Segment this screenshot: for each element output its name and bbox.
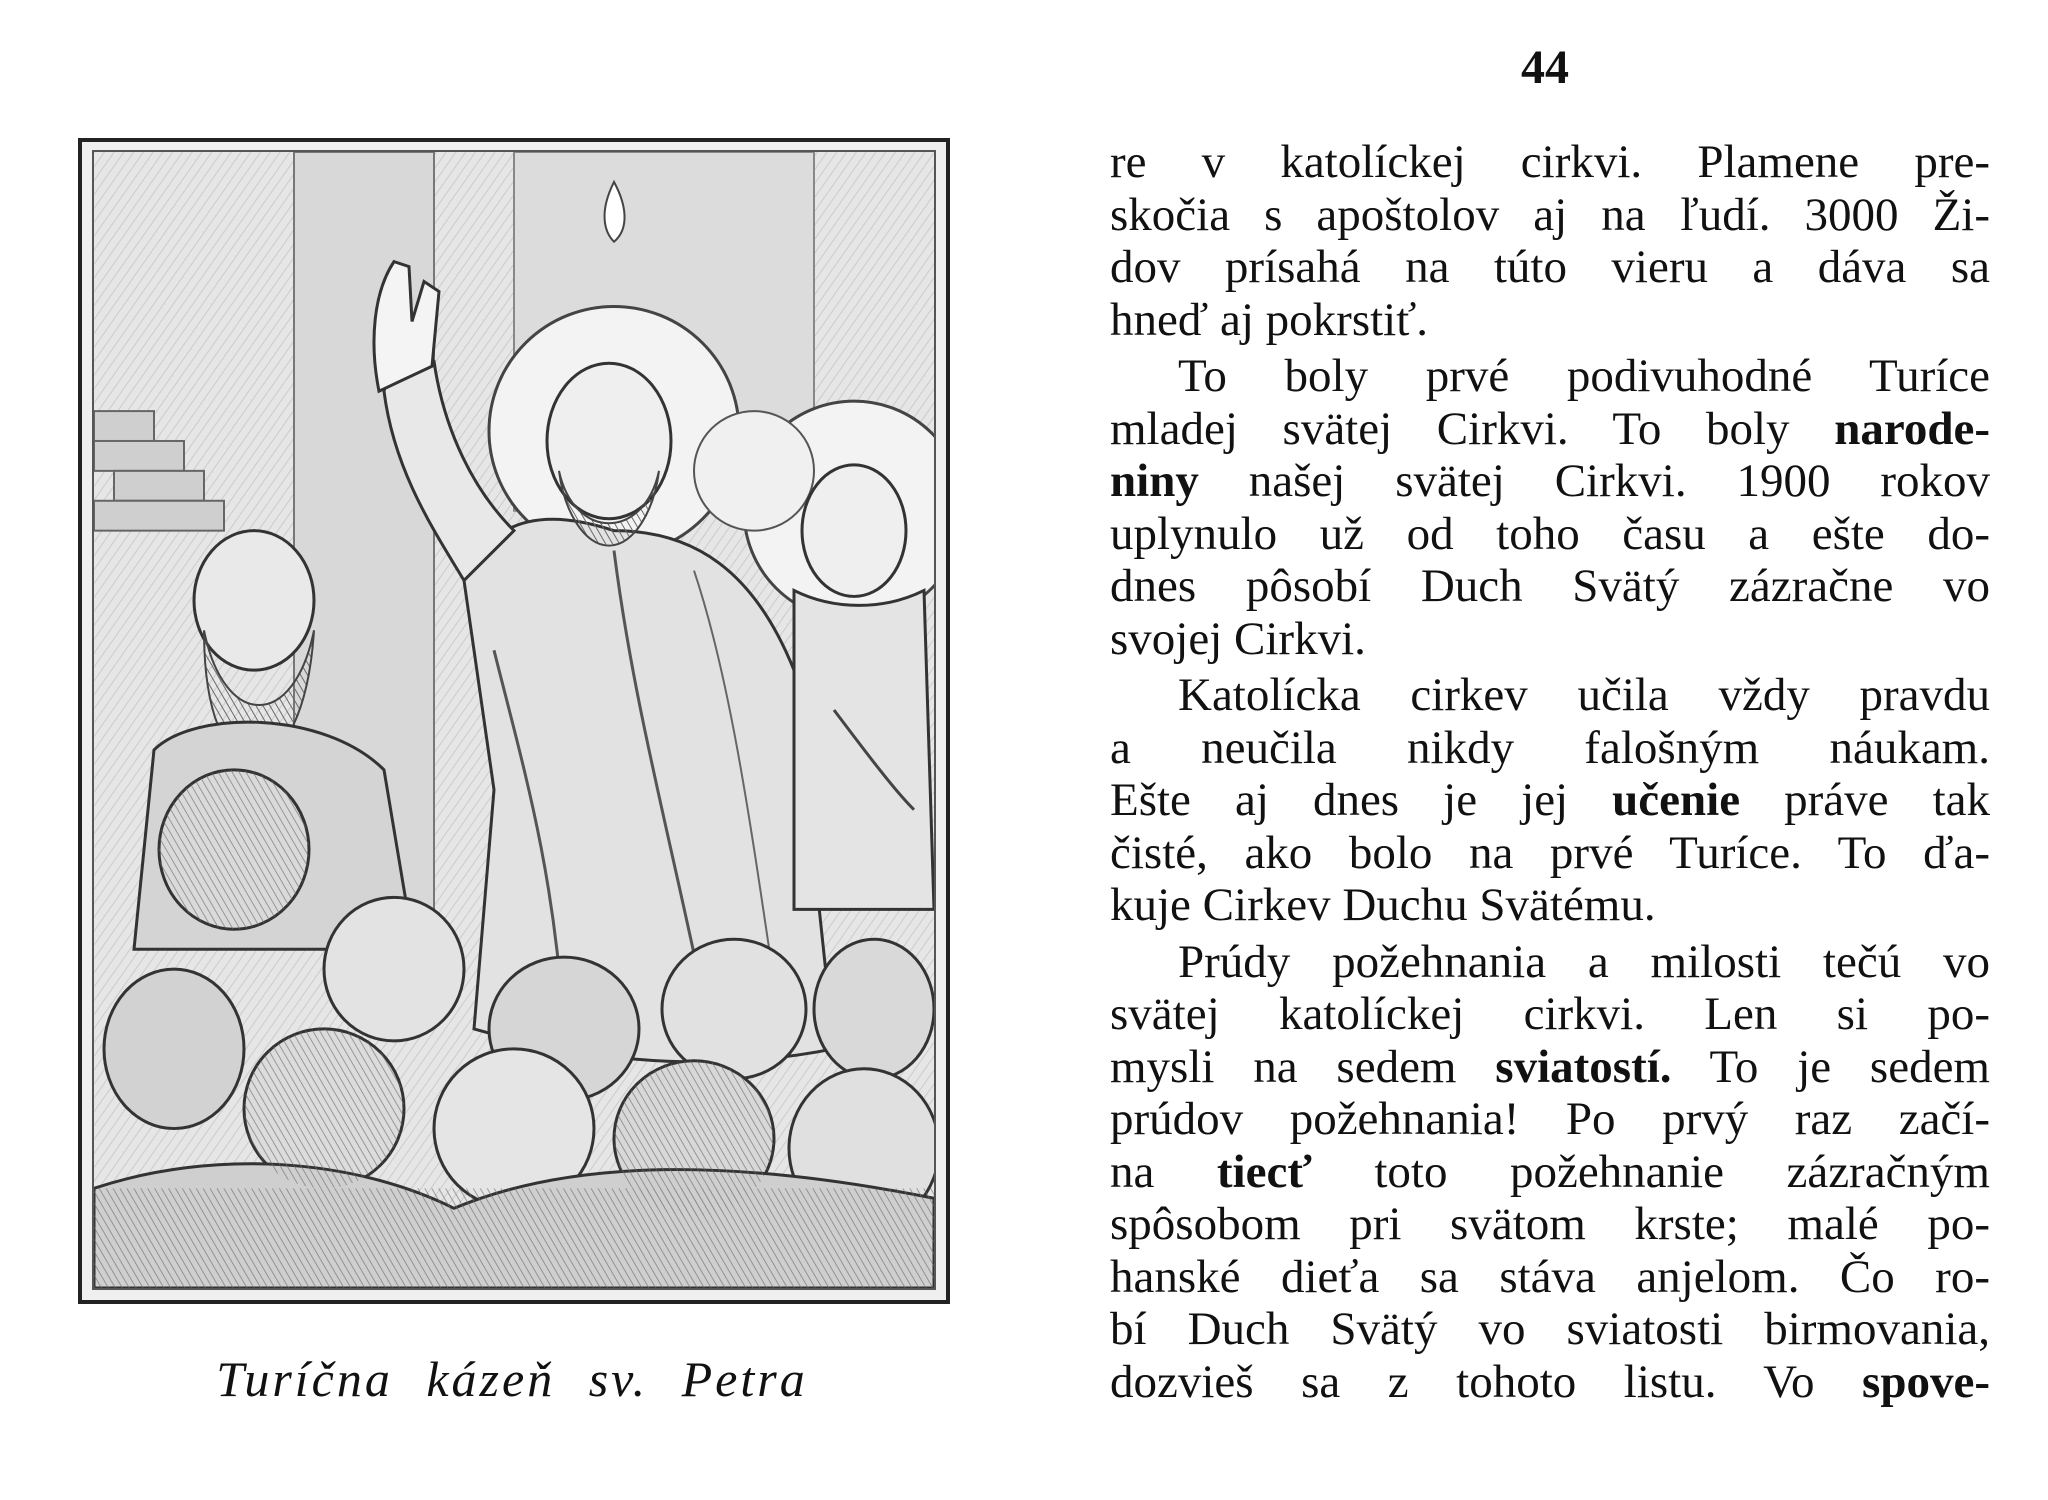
bold-term: niny xyxy=(1110,455,1199,507)
text-line xyxy=(1110,241,1990,294)
bold-term: spove- xyxy=(1862,1355,1990,1408)
text-run: dnes pôsobí Duch Svätý zázračne vo xyxy=(1110,560,1990,612)
text-line xyxy=(1110,189,1990,242)
text-run: našej svätej Cirkvi. 1900 rokov xyxy=(1198,455,1990,507)
text-run: čisté, ako bolo na prvé Turíce. To ďa- xyxy=(1110,826,1990,879)
text-run: re v katolíckej cirkvi. Plamene pre- xyxy=(1110,136,1990,188)
text-line xyxy=(1110,613,1990,666)
text-line xyxy=(1110,774,1990,827)
pentecost-sermon-illustration xyxy=(92,150,936,1290)
text-run: mysli na sedem xyxy=(1110,1040,1496,1093)
body-text xyxy=(1110,136,1990,1408)
illustration-caption: Turíčna kázeň sv. Petra xyxy=(216,1351,808,1407)
illustration-frame xyxy=(78,138,950,1304)
text-run: dozvieš sa z tohoto listu. Vo xyxy=(1110,1355,1863,1408)
text-line xyxy=(1110,294,1990,347)
text-run: skočia s apoštolov aj na ľudí. 3000 Ži- xyxy=(1110,188,1990,241)
bold-term: narode- xyxy=(1834,402,1990,455)
text-run: bí Duch Svätý vo sviatosti birmovania, xyxy=(1110,1303,1990,1355)
text-run: Prúdy požehnania a milosti tečú vo xyxy=(1178,935,1990,988)
text-run: hanské dieťa sa stáva anjelom. Čo ro- xyxy=(1110,1250,1990,1303)
text-run: hneď aj pokrstiť. xyxy=(1110,293,1429,346)
right-page xyxy=(1100,0,1990,1500)
text-run: prúdov požehnania! Po prvý raz začí- xyxy=(1110,1093,1990,1145)
text-line xyxy=(1110,508,1990,561)
text-line xyxy=(1110,455,1990,508)
text-line xyxy=(1110,1356,1990,1409)
text-run: To je sedem xyxy=(1671,1040,1990,1093)
text-line xyxy=(1110,1251,1990,1304)
text-run: To boly prvé podivuhodné Turíce xyxy=(1178,350,1990,402)
text-line xyxy=(1110,560,1990,613)
text-run: svätej katolíckej cirkvi. Len si po- xyxy=(1110,988,1990,1040)
text-line xyxy=(1110,1093,1990,1146)
bold-term: učenie xyxy=(1612,774,1741,826)
text-run: spôsobom pri svätom krste; malé po- xyxy=(1110,1198,1990,1250)
text-run: kuje Cirkev Duchu Svätému. xyxy=(1110,879,1656,931)
engraving-picture xyxy=(94,152,934,1288)
bold-term: sviatostí. xyxy=(1495,1040,1672,1093)
page-number: 44 xyxy=(1521,41,1569,94)
text-run: mladej svätej Cirkvi. To boly xyxy=(1110,402,1835,455)
text-run: toto požehnanie zázračným xyxy=(1311,1145,1990,1198)
text-line xyxy=(1110,350,1990,403)
text-line xyxy=(1110,722,1990,775)
text-line xyxy=(1110,1303,1990,1356)
text-run: práve tak xyxy=(1740,774,1990,826)
text-run: na xyxy=(1110,1145,1217,1198)
text-line xyxy=(1110,1198,1990,1251)
text-run: a neučila nikdy falošným náukam. xyxy=(1110,721,1990,774)
text-line xyxy=(1110,1146,1990,1199)
text-run: dov prísahá na túto vieru a dáva sa xyxy=(1110,241,1990,293)
text-line xyxy=(1110,403,1990,456)
john-head xyxy=(802,465,906,597)
text-line xyxy=(1110,936,1990,989)
text-run: Ešte aj dnes je jej xyxy=(1110,774,1613,826)
old-man-head xyxy=(194,531,314,671)
text-line xyxy=(1110,879,1990,932)
text-line xyxy=(1110,136,1990,189)
text-line xyxy=(1110,988,1990,1041)
text-run: svojej Cirkvi. xyxy=(1110,612,1366,665)
text-run: Katolícka cirkev učila vždy pravdu xyxy=(1178,669,1990,721)
text-line xyxy=(1110,1041,1990,1094)
bold-term: tiecť xyxy=(1216,1145,1312,1198)
text-line xyxy=(1110,827,1990,880)
text-run: uplynulo už od toho času a ešte do- xyxy=(1110,507,1990,560)
text-line xyxy=(1110,669,1990,722)
